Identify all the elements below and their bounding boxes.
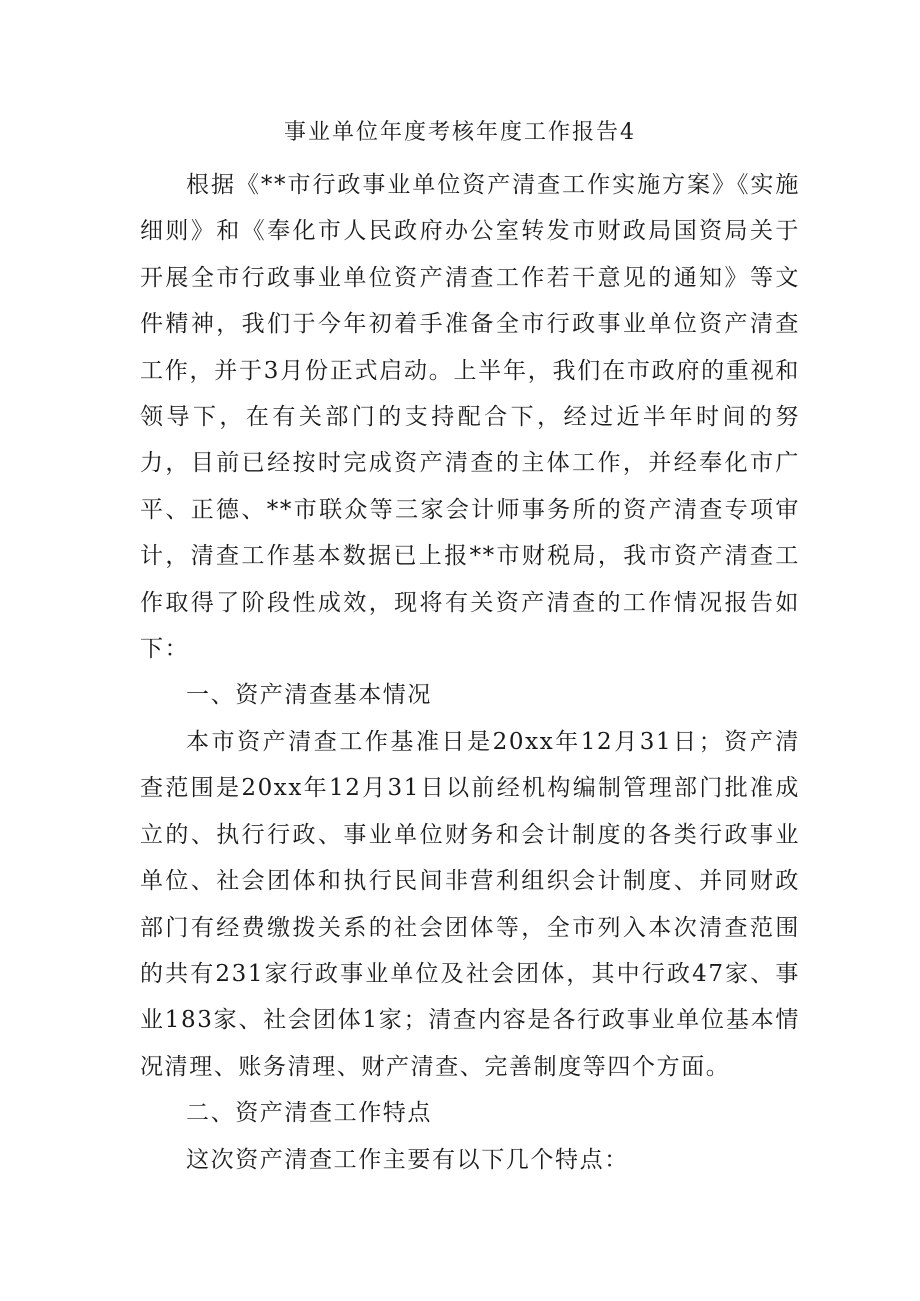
section-2-paragraph: 这次资产清查工作主要有以下几个特点： — [186, 1146, 629, 1173]
intro-paragraph: 根据《**市行政事业单位资产清查工作实施方案》《实施细则》和《奉化市人民政府办公室转发市财政局国资局关于开展全市行政事业单位资产清查工作若干意见的通知》等文件精神，我们于今年初着手准备全市行政事业单位资产清查工作，并于3月份正式启动。上半年，我们在市政府的重视和领导下，在有关部门的支持配合下，经过近半年时间的努力，目前已经按时完成资产清查的主体工作，并经奉化市广平、正德、**市联众等三家会计师事务所的资产清查专项审计，清查工作基本数据已上报**市财税局，我市资产清查工作取得了阶段性成效，现将有关资产清查的工作情况报告如下： — [140, 172, 800, 663]
document-title: 事业单位年度考核年度工作报告4 — [284, 120, 636, 145]
section-1-paragraph: 本市资产清查工作基准日是20xx年12月31日；资产清查范围是20xx年12月31日以前经机构编制管理部门批准成立的、执行行政、事业单位财务和会计制度的各类行政事业单位、社会团体和执行民间非营利组织会计制度、并同财政部门有经费缴拨关系的社会团体等，全市列入本次清查范围的共有231家行政事业单位及社会团体，其中行政47家、事业183家、社会团体1家；清查内容是各行政事业单位基本情况清理、账务清理、财产清查、完善制度等四个方面。 — [140, 728, 800, 1080]
document-body — [140, 162, 800, 1183]
section-heading-2: 二、资产清查工作特点 — [186, 1100, 432, 1127]
section-heading-1: 一、资产清查基本情况 — [186, 682, 432, 709]
